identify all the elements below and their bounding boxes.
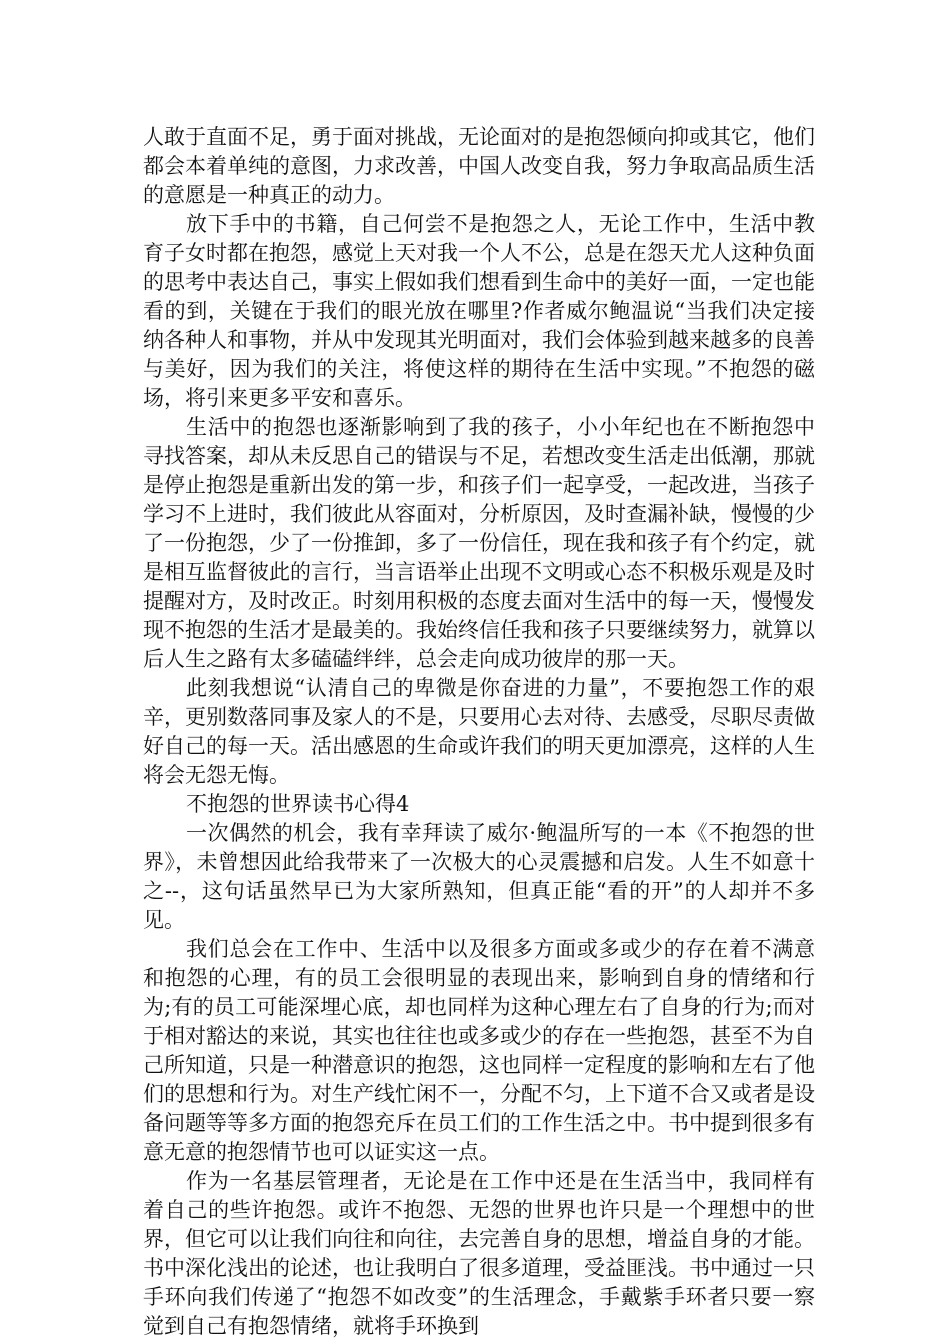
paragraph-1: 人敢于直面不足，勇于面对挑战，无论面对的是抱怨倾向抑或其它，他们都会本着单纯的意图，力求改善，中国人改变自我，努力争取高品质生活的意愿是一种真正的动力。 (143, 125, 815, 207)
paragraph-2: 放下手中的书籍，自己何尝不是抱怨之人，无论工作中，生活中教育子女时都在抱怨，感觉上天对我一个人不公，总是在怨天尤人这种负面的思考中表达自己，事实上假如我们想看到生命中的美好一面，一定也能看的到，关键在于我们的眼光放在哪里?作者威尔鲍温说“当我们决定接纳各种人和事物，并从中发现其光明面对，我们会体验到越来越多的良善与美好，因为我们的关注，将使这样的期待在生活中实现。”不抱怨的磁场，将引来更多平安和喜乐。 (143, 212, 815, 410)
paragraph-3: 生活中的抱怨也逐渐影响到了我的孩子，小小年纪也在不断抱怨中寻找答案，却从未反思自己的错误与不足，若想改变生活走出低潮，那就是停止抱怨是重新出发的第一步，和孩子们一起享受，一起改进，当孩子学习不上进时，我们彼此从容面对，分析原因，及时查漏补缺，慢慢的少了一份抱怨，少了一份推卸，多了一份信任，现在我和孩子有个约定，就是相互监督彼此的言行，当言语举止出现不文明或心态不积极乐观是及时提醒对方，及时改正。时刻用积极的态度去面对生活中的每一天，慢慢发现不抱怨的生活才是最美的。我始终信任我和孩子只要继续努力，就算以后人生之路有太多磕磕绊绊，总会走向成功彼岸的那一天。 (143, 415, 815, 671)
paragraph-5: 一次偶然的机会，我有幸拜读了威尔·鲍温所写的一本《不抱怨的世界》，未曾想因此给我带来了一次极大的心灵震撼和启发。人生不如意十之--，这句话虽然早已为大家所熟知，但真正能“看的开”的人却并不多见。 (143, 821, 815, 932)
paragraph-4: 此刻我想说“认清自己的卑微是你奋进的力量”，不要抱怨工作的艰辛，更别数落同事及家人的不是，只要用心去对待、去感受，尽职尽责做好自己的每一天。活出感恩的生命或许我们的明天更加漂亮，这样的人生将会无怨无悔。 (143, 676, 815, 787)
paragraph-7: 作为一名基层管理者，无论是在工作中还是在生活当中，我同样有着自己的些许抱怨。或许不抱怨、无怨的世界也许只是一个理想中的世界，但它可以让我们向往和向往，去完善自身的思想，增益自身的才能。书中深化浅出的论述，也让我明白了很多道理，受益匪浅。书中通过一只手环向我们传递了“抱怨不如改变”的生活理念，手戴紫手环者只要一察觉到自己有抱怨情绪，就将手环换到 (143, 1169, 815, 1338)
section-heading: 不抱怨的世界读书心得4 (186, 792, 410, 816)
document-page (143, 123, 815, 1341)
paragraph-6: 我们总会在工作中、生活中以及很多方面或多或少的存在着不满意和抱怨的心理，有的员工会很明显的表现出来，影响到自身的情绪和行为;有的员工可能深埋心底，却也同样为这种心理左右了自身的行为;而对于相对豁达的来说，其实也往往也或多或少的存在一些抱怨，甚至不为自己所知道，只是一种潜意识的抱怨，这也同样一定程度的影响和左右了他们的思想和行为。对生产线忙闲不一，分配不匀，上下道不合又或者是设备问题等等多方面的抱怨充斥在员工们的工作生活之中。书中提到很多有意无意的抱怨情节也可以证实这一点。 (143, 937, 815, 1164)
